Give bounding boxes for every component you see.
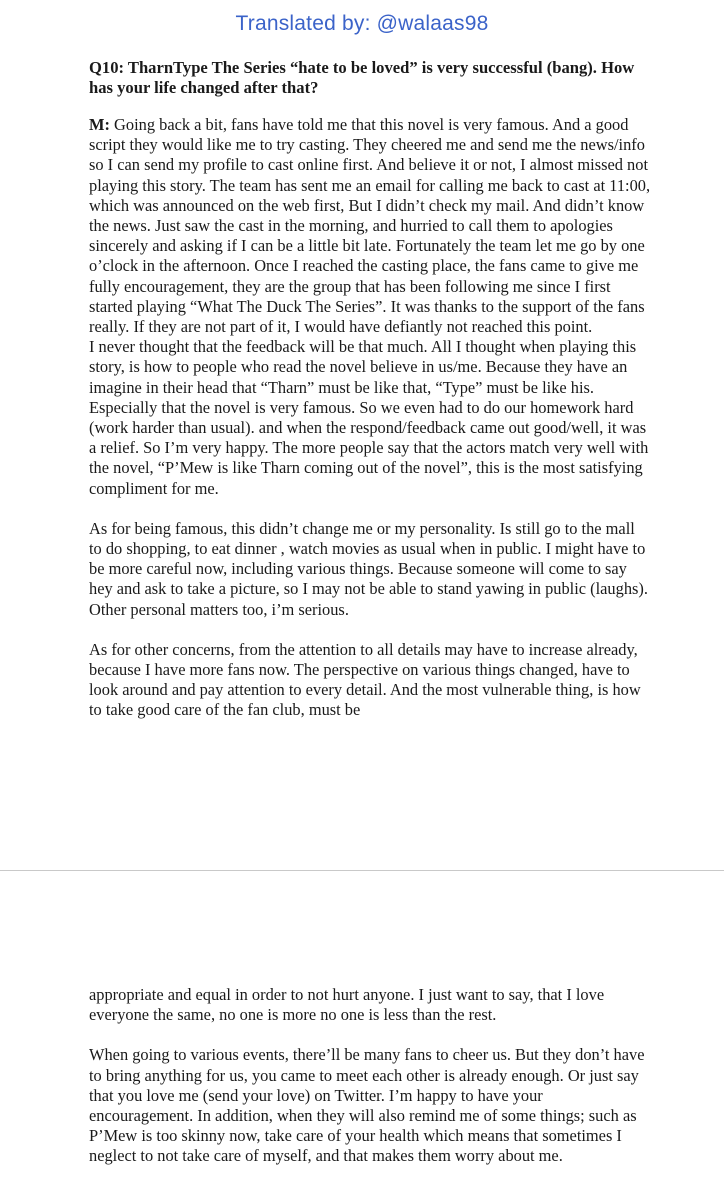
paragraph-spacer [89,620,651,640]
interview-question: Q10: TharnType The Series “hate to be loved” is very successful (bang). How has your life changed after that? [89,58,635,97]
answer-paragraph-1 [89,115,651,337]
answer-paragraph-6: When going to various events, there’ll be many fans to cheer us. But they don’t have to bring anything for us, you came to meet each other is already enough. Or just say that you love me (send your love) on Twitter. I’m happy to have your encouragement. In addition, when they will also remind me of some things; such as P’Mew is too skinny now, take care of your health which means that sometimes I neglect to not take care of myself, and that makes them worry about me. [89,1045,645,1166]
answer-paragraph-5: appropriate and equal in order to not hurt anyone. I just want to say, that I love everyone the same, no one is more no one is less than the rest. [89,985,605,1025]
translator-credit: Translated by: @walaas98 [235,12,489,35]
document-page-2 [89,985,651,1167]
answer-paragraph-3: As for being famous, this didn’t change me or my personality. Is still go to the mall to do shopping, to eat dinner , watch movies as usual when in public. I might have to be more careful now, including various things. Because someone will come to say hey and ask to take a picture, so I may not be able to stand yawing in public (laughs). Other personal matters too, i’m serious. [89,518,648,619]
answer-paragraph-4: As for other concerns, from the attention to all details may have to increase already, because I have more fans now. The perspective on various things changed, have to look around and pay attention to every detail. And the most vulnerable thing, is how to take good care of the fan club, must be [89,639,641,720]
answer-paragraph-2: I never thought that the feedback will be that much. All I thought when playing this story, is how to people who read the novel believe in us/me. Because they have an imagine in their head that “Tharn” must be like that, “Type” must be like his. Especially that the novel is very famous. So we even had to do our homework hard (work harder than usual). and when the respond/feedback came out good/well, it was a relief. So I’m very happy. The more people say that the actors match very well with the novel, “P’Mew is like Tharn coming out of the novel”, this is the most satisfying compliment for me. [89,337,649,498]
document-page-1 [89,58,651,721]
page-divider [0,870,724,871]
paragraph-spacer [89,499,651,519]
answer-paragraph-1-text: Going back a bit, fans have told me that this novel is very famous. And a good script they would like me to try casting. They cheered me and send me the news/info so I can send my profile to cast online first. And believe it or not, I almost missed not playing this story. The team has sent me an email for calling me back to cast at 11:00, which was announced on the web first, But I didn’t check my mail. And didn’t know the news. Just saw the cast in the morning, and hurried to call them to apologies sincerely and asking if I can be a little bit late. Fortunately the team let me go by one o’clock in the afternoon. Once I reached the casting place, the fans came to give me fully encouragement, they are the group that has been following me since I first started playing “What The Duck The Series”. It was thanks to the support of the fans really. If they are not part of it, I would have defiantly not reached this point. [89,115,651,337]
paragraph-spacer [89,1025,651,1045]
speaker-label: M: [89,115,110,134]
